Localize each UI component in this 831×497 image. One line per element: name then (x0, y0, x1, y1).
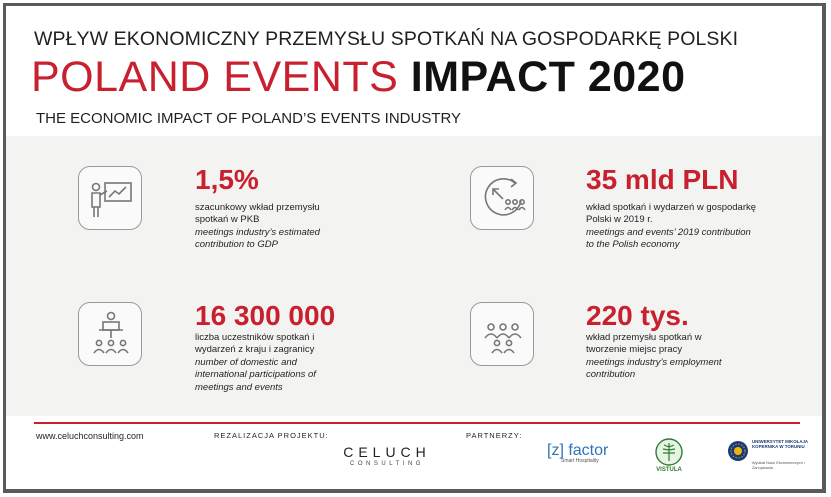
vistula-emblem-icon (649, 437, 689, 467)
main-title (31, 53, 686, 101)
audience-icon (78, 302, 142, 366)
zfactor-logo (547, 442, 617, 464)
partners-label: PARTNERZY: (466, 431, 523, 440)
celuch-logo-sub: CONSULTING (350, 461, 424, 467)
infographic-frame (3, 3, 826, 493)
stat-text-gdp (195, 202, 345, 252)
zfactor-logo-name: [z] factor (547, 442, 609, 459)
people-group-icon (470, 302, 534, 366)
header (6, 6, 822, 136)
stat-text-pl: liczba uczestników spotkań i wydarzeń z kraju i zagranicy (195, 332, 315, 356)
subtitle: THE ECONOMIC IMPACT OF POLAND’S EVENTS INDUSTRY (36, 110, 462, 127)
vistula-logo-name: VISTULA (656, 467, 682, 473)
main-title-red: POLAND EVENTS (31, 53, 399, 101)
stat-text-pl: wkład spotkań i wydarzeń w gospodarkę Polski w 2019 r. (586, 202, 757, 226)
footer (6, 424, 822, 493)
stat-value-jobs: 220 tys. (586, 300, 689, 331)
umk-logo (726, 439, 816, 479)
stat-value-gdp: 1,5% (195, 164, 259, 195)
zfactor-logo-sub: Smart Hospitality (561, 458, 599, 464)
umk-emblem-icon (726, 439, 750, 463)
celuch-logo-name: CELUCH (343, 444, 431, 460)
vistula-logo (649, 437, 699, 477)
celuch-logo (342, 444, 432, 467)
stat-text-en: meetings and events’ 2019 contribution to the Polish economy (586, 226, 751, 251)
website-link[interactable]: www.celuchconsulting.com (36, 431, 144, 441)
presentation-icon (78, 166, 142, 230)
stat-text-en: meetings industry’s estimated contribution to GDP (195, 226, 320, 251)
stat-text-jobs (586, 332, 741, 382)
top-title: WPŁYW EKONOMICZNY PRZEMYSŁU SPOTKAŃ NA GOSPODARKĘ POLSKI (34, 28, 739, 50)
umk-logo-name: UNIWERSYTET MIKOŁAJA KOPERNIKA W TORUNIU (752, 439, 808, 450)
stat-value-participants: 16 300 000 (195, 300, 336, 331)
stat-text-pl: szacunkowy wkład przemysłu spotkań w PKB (195, 202, 320, 226)
stat-text-en: number of domestic and international participations of meetings and events (195, 356, 316, 393)
umk-logo-sub: Wydział Nauk Ekonomicznych i Zarządzania (752, 461, 805, 470)
stat-text-economy (586, 202, 761, 252)
stat-value-economy: 35 mld PLN (586, 164, 739, 195)
stat-text-participants (195, 332, 345, 394)
stats-panel (6, 136, 822, 416)
stat-text-pl: wkład przemysłu spotkań w tworzenie miejsc pracy (586, 332, 702, 356)
economy-cycle-icon (470, 166, 534, 230)
main-title-dark: IMPACT 2020 (410, 53, 686, 101)
stat-text-en: meetings industry’s employment contribution (586, 356, 722, 381)
realization-label: REZALIZACJA PROJEKTU: (214, 431, 329, 440)
